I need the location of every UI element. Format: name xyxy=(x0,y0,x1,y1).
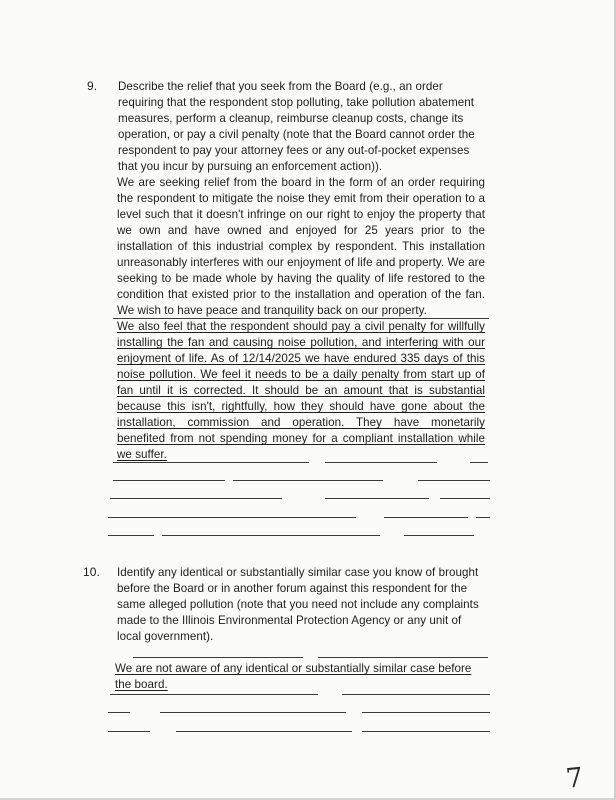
answer-line xyxy=(404,535,474,536)
answer-line xyxy=(113,480,225,481)
question-10-prompt: Identify any identical or substantially similar case you know of brought before the Board or in another forum against this respondent for the same alleged pollution (note that you need not include any complaints made to the Illinois Environmental Protection Agency or any unit of local government). xyxy=(117,566,479,643)
answer-line xyxy=(108,731,150,732)
answer-line xyxy=(110,498,282,499)
question-9-answer-part2-text: We also feel that the respondent should pay a civil penalty for willfully installing the fan and causing noise pollution, and interfering with our enjoyment of life. As of 12/14/2025 we have endured 335 days of this noise pollution. We feel it needs to be a daily penalty from start up of fan until it is corrected. It should be an amount that is substantial because this isn't, rightfully, how they should have gone about the installation, commission and operation. They have monetarily benefited from not spending money for a compliant installation while we suffer. xyxy=(117,320,485,461)
answer-line xyxy=(318,657,488,658)
answer-line xyxy=(108,517,356,518)
answer-line xyxy=(384,517,468,518)
answer-line xyxy=(325,498,429,499)
answer-line xyxy=(110,694,318,695)
answer-line xyxy=(418,480,490,481)
answer-line xyxy=(470,462,488,463)
answer-line xyxy=(362,712,490,713)
answer-line xyxy=(233,480,383,481)
question-10-answer xyxy=(115,661,487,693)
question-9-answer-part1: We are seeking relief from the board in the form of an order requiring the respondent to mitigate the noise they emit from their operation to a level such that it doesn't infringe on our right to enjoy the property that we own and have owned and enjoyed for 25 years prior to the installation of this industrial complex by respondent. This installation unreasonably interferes with our enjoyment of life and property. We are seeking to be made whole by having the quality of life restored to the condition that existed prior to the installation and operation of the fan. We wish to have peace and tranquility back on our property. xyxy=(117,176,485,317)
answer-line xyxy=(160,712,346,713)
question-10-number: 10. xyxy=(83,565,100,579)
answer-line xyxy=(325,462,437,463)
answer-line xyxy=(133,657,303,658)
answer-line xyxy=(162,535,380,536)
answer-line xyxy=(362,731,490,732)
answer-line xyxy=(176,731,352,732)
question-10-answer-text: We are not aware of any identical or substantially similar case before the board. xyxy=(115,662,472,691)
answer-line xyxy=(113,462,309,463)
answer-line xyxy=(342,694,490,695)
answer-line xyxy=(113,318,489,319)
answer-line xyxy=(108,535,154,536)
question-9-number: 9. xyxy=(87,79,98,93)
page-number: 7 xyxy=(564,762,585,795)
question-9-prompt: Describe the relief that you seek from the Board (e.g., an order requiring that the respondent stop polluting, take pollution abatement measures, perform a cleanup, reimburse cleanup costs, change its operation, or pay a civil penalty (note that the Board cannot order the respondent to pay your attorney fees or any out-of-pocket expenses that you incur by pursuing an enforcement action)). xyxy=(118,80,475,173)
question-9-answer-part2 xyxy=(117,319,485,463)
answer-line xyxy=(440,498,490,499)
answer-line xyxy=(108,712,130,713)
answer-line xyxy=(476,517,490,518)
